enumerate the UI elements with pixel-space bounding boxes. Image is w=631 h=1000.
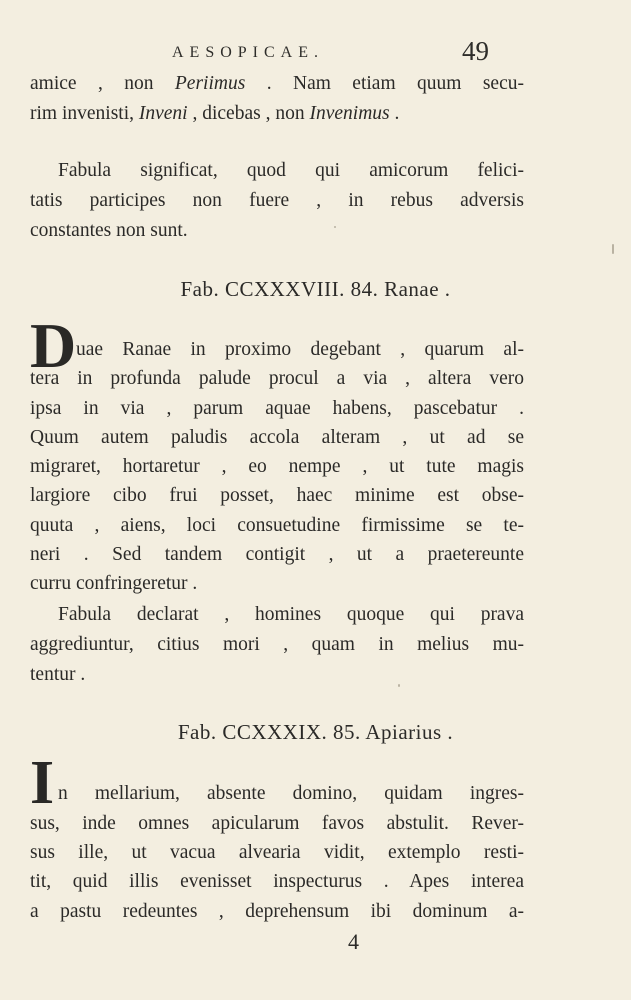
- text-line: amice , non Periimus . Nam etiam quum secu-: [30, 73, 524, 94]
- fable-line: uae Ranae in proximo degebant , quarum al-: [76, 339, 524, 360]
- paper-speck: [398, 684, 400, 687]
- moral-line: constantes non sunt.: [30, 220, 188, 241]
- fable-line: ipsa in via , parum aquae habens, pascebatur .: [30, 398, 524, 419]
- fable-line: a pastu redeuntes , deprehensum ibi dominum a-: [30, 901, 524, 922]
- fable-line: migraret, hortaretur , eo nempe , ut tute magis: [30, 456, 524, 477]
- fable-heading: Fab. CCXXXIX. 85. Apiarius .: [177, 720, 454, 744]
- page-number: 49: [462, 36, 489, 66]
- fable-heading: Fab. CCXXXVIII. 84. Ranae .: [180, 277, 451, 301]
- fable-line: neri . Sed tandem contigit , ut a praetereunte: [30, 544, 524, 565]
- page-header: [0, 36, 631, 70]
- paper-speck: [334, 226, 336, 228]
- fable-line: sus, inde omnes apicularum favos abstulit. Rever-: [30, 813, 524, 834]
- fable-line: curru confringeretur .: [30, 573, 198, 594]
- running-title: AESOPICAE.: [172, 44, 325, 61]
- moral-line: tatis participes non fuere , in rebus adversis: [30, 190, 524, 211]
- moral-line: tentur .: [30, 664, 86, 685]
- drop-cap: I: [30, 749, 55, 817]
- drop-cap: D: [30, 310, 77, 381]
- fable-line: Quum autem paludis accola alteram , ut ad se: [30, 427, 524, 448]
- moral-line: aggrediuntur, citius mori , quam in melius mu-: [30, 634, 524, 655]
- moral-line: Fabula declarat , homines quoque qui prava: [58, 604, 524, 625]
- fable-line: largiore cibo frui posset, haec minime est obse-: [30, 485, 524, 506]
- fable-line: tera in profunda palude procul a via , altera vero: [30, 368, 524, 389]
- signature-mark: 4: [348, 929, 359, 954]
- fable-line: quuta , aiens, loci consuetudine firmissime se te-: [30, 515, 524, 536]
- fable-line: n mellarium, absente domino, quidam ingres-: [58, 783, 524, 804]
- paper-speck: [612, 244, 614, 254]
- text-line: rim invenisti, Inveni , dicebas , non Invenimus .: [30, 103, 400, 124]
- fable-line: tit, quid illis evenisset inspecturus . Apes interea: [30, 871, 524, 892]
- fable-line: sus ille, ut vacua alvearia vidit, extemplo resti-: [30, 842, 524, 863]
- moral-line: Fabula significat, quod qui amicorum felici-: [58, 160, 524, 181]
